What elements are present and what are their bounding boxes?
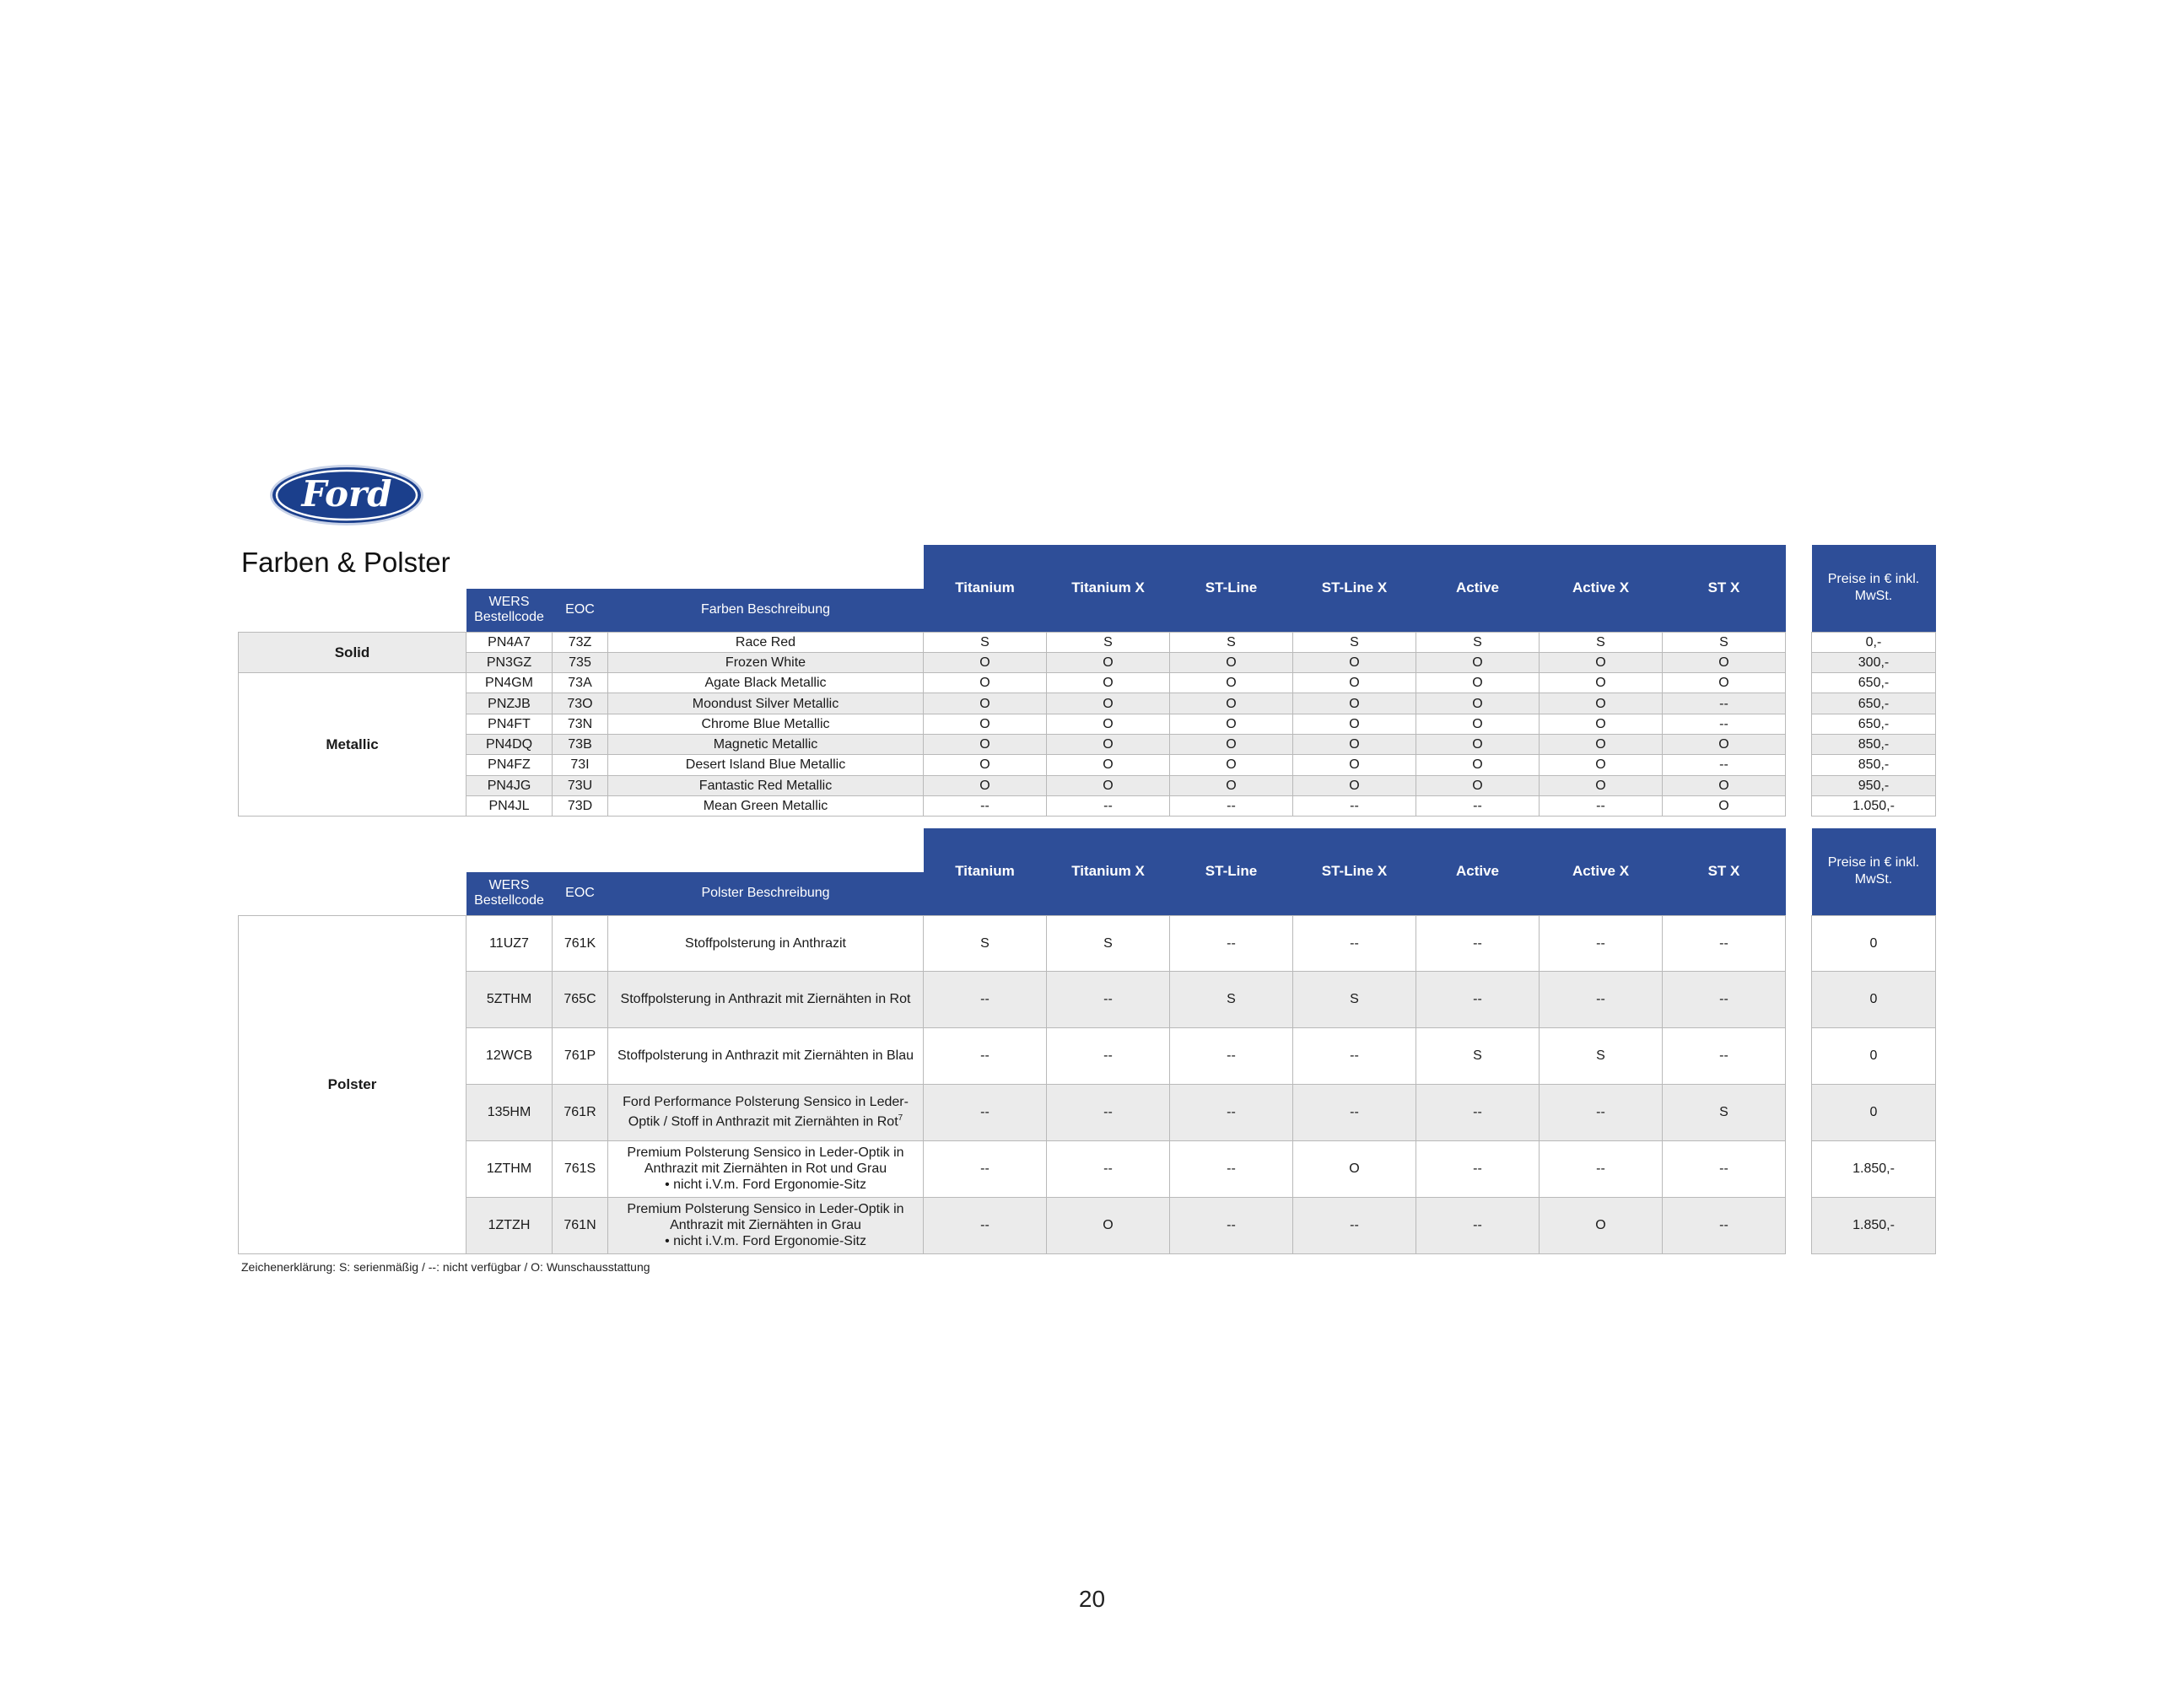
availability-cell: S [924,632,1047,652]
color-description: Fantastic Red Metallic [608,775,924,795]
availability-cell: -- [1170,1197,1293,1253]
upholstery-note: • nicht i.V.m. Ford Ergonomie-Sitz [665,1178,866,1192]
gap-cell [1786,714,1812,734]
availability-cell: -- [1170,1084,1293,1140]
group-label-polster: Polster [239,915,466,1253]
availability-cell: -- [1663,1197,1786,1253]
availability-cell: S [1663,632,1786,652]
availability-cell: O [1293,714,1416,734]
upholstery-table [238,828,1936,1254]
table-row [239,693,1936,714]
availability-cell: O [1293,673,1416,693]
availability-cell: O [1416,755,1540,775]
availability-cell: S [1540,1027,1663,1084]
availability-cell: -- [924,1197,1047,1253]
gap-cell [1786,1140,1812,1197]
availability-cell: O [1293,734,1416,754]
availability-cell: -- [1047,1140,1170,1197]
availability-cell: O [1047,652,1170,672]
availability-cell: -- [1663,971,1786,1027]
price-cell: 850,- [1812,755,1936,775]
availability-cell: O [1540,755,1663,775]
wers-code: PN4GM [466,673,553,693]
availability-cell: -- [1170,1140,1293,1197]
availability-cell: O [1663,775,1786,795]
price-cell: 850,- [1812,734,1936,754]
availability-cell: O [1416,734,1540,754]
upholstery-description-text: Stoffpolsterung in Anthrazit mit Ziernähten in Rot [620,992,911,1006]
eoc-code: 73Z [553,632,608,652]
availability-cell: -- [1416,1140,1540,1197]
trim-header-active: Active [1416,828,1540,915]
color-description: Frozen White [608,652,924,672]
table-row [239,734,1936,754]
colors-table-body [239,632,1936,817]
trim-header-active-x: Active X [1540,545,1663,632]
trim-header-st-x: ST X [1663,828,1786,915]
eoc-column-header: EOC [553,589,608,632]
price-cell: 1.850,- [1812,1197,1936,1253]
ford-logo [268,463,425,527]
wers-column-header: WERS Bestellcode [466,872,553,915]
wers-code: 5ZTHM [466,971,553,1027]
wers-code: PNZJB [466,693,553,714]
price-cell: 0 [1812,1084,1936,1140]
availability-cell: -- [1663,755,1786,775]
availability-cell: -- [1170,795,1293,816]
table-row [239,795,1936,816]
blank-cell [239,589,466,632]
availability-cell: O [1416,673,1540,693]
trim-header-titanium: Titanium [924,828,1047,915]
availability-cell: O [924,775,1047,795]
table-row [239,632,1936,652]
gap-cell [1786,755,1812,775]
trim-header-active-x: Active X [1540,828,1663,915]
gap-cell [1786,673,1812,693]
gap-cell [1786,652,1812,672]
eoc-code: 761N [553,1197,608,1253]
wers-code: PN4FZ [466,755,553,775]
availability-cell: O [1540,693,1663,714]
availability-cell: O [924,755,1047,775]
wers-code: PN4A7 [466,632,553,652]
ford-logo-wordmark: Ford [301,473,392,515]
color-description: Mean Green Metallic [608,795,924,816]
availability-cell: S [1047,632,1170,652]
blank-cell [239,872,466,915]
color-description: Desert Island Blue Metallic [608,755,924,775]
availability-cell: O [1170,693,1293,714]
upholstery-description-text: Stoffpolsterung in Anthrazit mit Ziernähten in Blau [617,1048,914,1063]
availability-cell: O [1293,755,1416,775]
table-row [239,1084,1936,1140]
wers-code: PN4JG [466,775,553,795]
color-description: Chrome Blue Metallic [608,714,924,734]
blank-cell [239,828,924,872]
availability-cell: -- [924,795,1047,816]
description-column-header: Farben Beschreibung [608,589,924,632]
eoc-code: 73B [553,734,608,754]
upholstery-description [608,971,924,1027]
eoc-code: 761S [553,1140,608,1197]
availability-cell: O [1047,714,1170,734]
gap-cell [1786,1197,1812,1253]
availability-cell: O [1416,775,1540,795]
availability-cell: O [1293,652,1416,672]
availability-cell: O [1416,714,1540,734]
table-row [239,755,1936,775]
availability-cell: -- [1293,1027,1416,1084]
price-header: Preise in € inkl. MwSt. [1812,545,1936,632]
availability-cell: -- [1170,915,1293,971]
availability-cell: -- [1416,915,1540,971]
gap-cell [1786,1027,1812,1084]
price-cell: 1.850,- [1812,1140,1936,1197]
table-row [239,714,1936,734]
availability-cell: O [1293,693,1416,714]
trim-header-titanium-x: Titanium X [1047,828,1170,915]
eoc-code: 73O [553,693,608,714]
price-cell: 0 [1812,1027,1936,1084]
page-title: Farben & Polster [241,547,450,578]
price-cell: 650,- [1812,714,1936,734]
upholstery-description-text: Premium Polsterung Sensico in Leder-Optik in Anthrazit mit Ziernähten in Rot und Grau [627,1145,904,1176]
availability-cell: -- [1663,915,1786,971]
wers-code: PN4FT [466,714,553,734]
availability-cell: -- [924,1140,1047,1197]
availability-cell: S [1416,632,1540,652]
gap-cell [1786,795,1812,816]
availability-cell: -- [1540,971,1663,1027]
colors-table-header [239,545,1936,632]
gap-cell [1786,971,1812,1027]
availability-cell: O [1416,652,1540,672]
colors-table [238,545,1936,817]
gap-cell [1786,545,1812,632]
trim-header-st-line: ST-Line [1170,545,1293,632]
availability-cell: O [1540,714,1663,734]
availability-cell: O [1047,775,1170,795]
availability-cell: S [1293,971,1416,1027]
eoc-code: 761R [553,1084,608,1140]
upholstery-description [608,1197,924,1253]
availability-cell: O [924,693,1047,714]
wers-code: 12WCB [466,1027,553,1084]
availability-cell: S [1540,632,1663,652]
legend-note: Zeichenerklärung: S: serienmäßig / --: nicht verfügbar / O: Wunschausstattung [241,1260,650,1274]
gap-cell [1786,734,1812,754]
trim-header-active: Active [1416,545,1540,632]
table-row [239,775,1936,795]
eoc-code: 735 [553,652,608,672]
eoc-code: 761K [553,915,608,971]
upholstery-table-body [239,915,1936,1253]
eoc-code: 761P [553,1027,608,1084]
page-number: 20 [1078,1586,1106,1612]
price-cell: 0 [1812,971,1936,1027]
description-column-header: Polster Beschreibung [608,872,924,915]
table-row [239,652,1936,672]
availability-cell: S [1170,971,1293,1027]
availability-cell: -- [1540,795,1663,816]
table-row [239,971,1936,1027]
availability-cell: -- [924,1027,1047,1084]
availability-cell: -- [1293,1197,1416,1253]
color-description: Moondust Silver Metallic [608,693,924,714]
availability-cell: O [924,652,1047,672]
availability-cell: O [1663,795,1786,816]
upholstery-table-header [239,828,1936,915]
wers-code: PN4JL [466,795,553,816]
availability-cell: O [1170,755,1293,775]
availability-cell: O [1540,775,1663,795]
availability-cell: O [1293,1140,1416,1197]
availability-cell: O [1047,693,1170,714]
upholstery-description-text: Stoffpolsterung in Anthrazit [685,935,846,951]
availability-cell: O [924,714,1047,734]
table-row [239,673,1936,693]
footnote-marker: 7 [898,1113,903,1124]
eoc-code: 73N [553,714,608,734]
availability-cell: O [1047,673,1170,693]
availability-cell: S [924,915,1047,971]
availability-cell: O [1540,652,1663,672]
gap-cell [1786,915,1812,971]
wers-code: 11UZ7 [466,915,553,971]
trim-header-st-line: ST-Line [1170,828,1293,915]
trim-header-st-line-x: ST-Line X [1293,828,1416,915]
trim-header-titanium-x: Titanium X [1047,545,1170,632]
wers-code: PN3GZ [466,652,553,672]
wers-code: PN4DQ [466,734,553,754]
price-cell: 300,- [1812,652,1936,672]
availability-cell: O [1540,734,1663,754]
availability-cell: O [1170,734,1293,754]
upholstery-description [608,915,924,971]
wers-column-header: WERS Bestellcode [466,589,553,632]
availability-cell: -- [1540,1140,1663,1197]
price-cell: 0 [1812,915,1936,971]
availability-cell: -- [1416,971,1540,1027]
availability-cell: O [1047,1197,1170,1253]
availability-cell: -- [1416,795,1540,816]
availability-cell: -- [1663,714,1786,734]
availability-cell: O [1663,652,1786,672]
availability-cell: -- [1416,1197,1540,1253]
wers-code: 1ZTZH [466,1197,553,1253]
color-description: Magnetic Metallic [608,734,924,754]
availability-cell: O [1047,755,1170,775]
price-cell: 650,- [1812,693,1936,714]
group-label-metallic: Metallic [239,673,466,817]
availability-cell: -- [1047,1084,1170,1140]
table-row [239,1027,1936,1084]
eoc-code: 73I [553,755,608,775]
availability-cell: O [1663,734,1786,754]
availability-cell: S [1416,1027,1540,1084]
price-cell: 0,- [1812,632,1936,652]
upholstery-note: • nicht i.V.m. Ford Ergonomie-Sitz [665,1234,866,1248]
availability-cell: O [1663,673,1786,693]
availability-cell: -- [1293,795,1416,816]
availability-cell: O [924,734,1047,754]
availability-cell: O [1170,714,1293,734]
availability-cell: -- [1540,1084,1663,1140]
availability-cell: -- [1293,1084,1416,1140]
price-cell: 950,- [1812,775,1936,795]
blank-cell [239,545,924,589]
availability-cell: O [1416,693,1540,714]
availability-cell: -- [1047,795,1170,816]
availability-cell: S [1047,915,1170,971]
availability-cell: -- [1047,1027,1170,1084]
price-cell: 650,- [1812,673,1936,693]
gap-cell [1786,1084,1812,1140]
price-cell: 1.050,- [1812,795,1936,816]
availability-cell: O [1293,775,1416,795]
availability-cell: O [1170,652,1293,672]
group-label-solid: Solid [239,632,466,673]
wers-code: 135HM [466,1084,553,1140]
color-description: Race Red [608,632,924,652]
eoc-code: 765C [553,971,608,1027]
availability-cell: O [1540,1197,1663,1253]
table-row [239,915,1936,971]
availability-cell: -- [1047,971,1170,1027]
gap-cell [1786,632,1812,652]
availability-cell: -- [1663,1027,1786,1084]
table-row [239,1140,1936,1197]
availability-cell: S [1170,632,1293,652]
upholstery-description [608,1140,924,1197]
gap-cell [1786,828,1812,915]
color-description: Agate Black Metallic [608,673,924,693]
trim-header-titanium: Titanium [924,545,1047,632]
availability-cell: -- [1416,1084,1540,1140]
availability-cell: -- [1293,915,1416,971]
trim-header-st-line-x: ST-Line X [1293,545,1416,632]
availability-cell: O [1540,673,1663,693]
upholstery-description [608,1027,924,1084]
upholstery-description [608,1084,924,1140]
availability-cell: -- [924,971,1047,1027]
availability-cell: O [1170,775,1293,795]
availability-cell: -- [924,1084,1047,1140]
availability-cell: S [1293,632,1416,652]
header-row [239,545,1936,589]
upholstery-description-text: Premium Polsterung Sensico in Leder-Optik in Anthrazit mit Ziernähten in Grau [627,1202,904,1232]
availability-cell: S [1663,1084,1786,1140]
availability-cell: -- [1663,1140,1786,1197]
availability-cell: -- [1540,915,1663,971]
eoc-code: 73A [553,673,608,693]
availability-cell: O [924,673,1047,693]
table-row [239,1197,1936,1253]
gap-cell [1786,693,1812,714]
availability-cell: O [1047,734,1170,754]
availability-cell: -- [1170,1027,1293,1084]
header-row [239,828,1936,872]
gap-cell [1786,775,1812,795]
upholstery-description-text: Ford Performance Polsterung Sensico in Leder-Optik / Stoff in Anthrazit mit Ziernähten in Rot [623,1095,909,1129]
wers-code: 1ZTHM [466,1140,553,1197]
eoc-code: 73D [553,795,608,816]
trim-header-st-x: ST X [1663,545,1786,632]
eoc-code: 73U [553,775,608,795]
availability-cell: O [1170,673,1293,693]
availability-cell: -- [1663,693,1786,714]
price-header: Preise in € inkl. MwSt. [1812,828,1936,915]
eoc-column-header: EOC [553,872,608,915]
